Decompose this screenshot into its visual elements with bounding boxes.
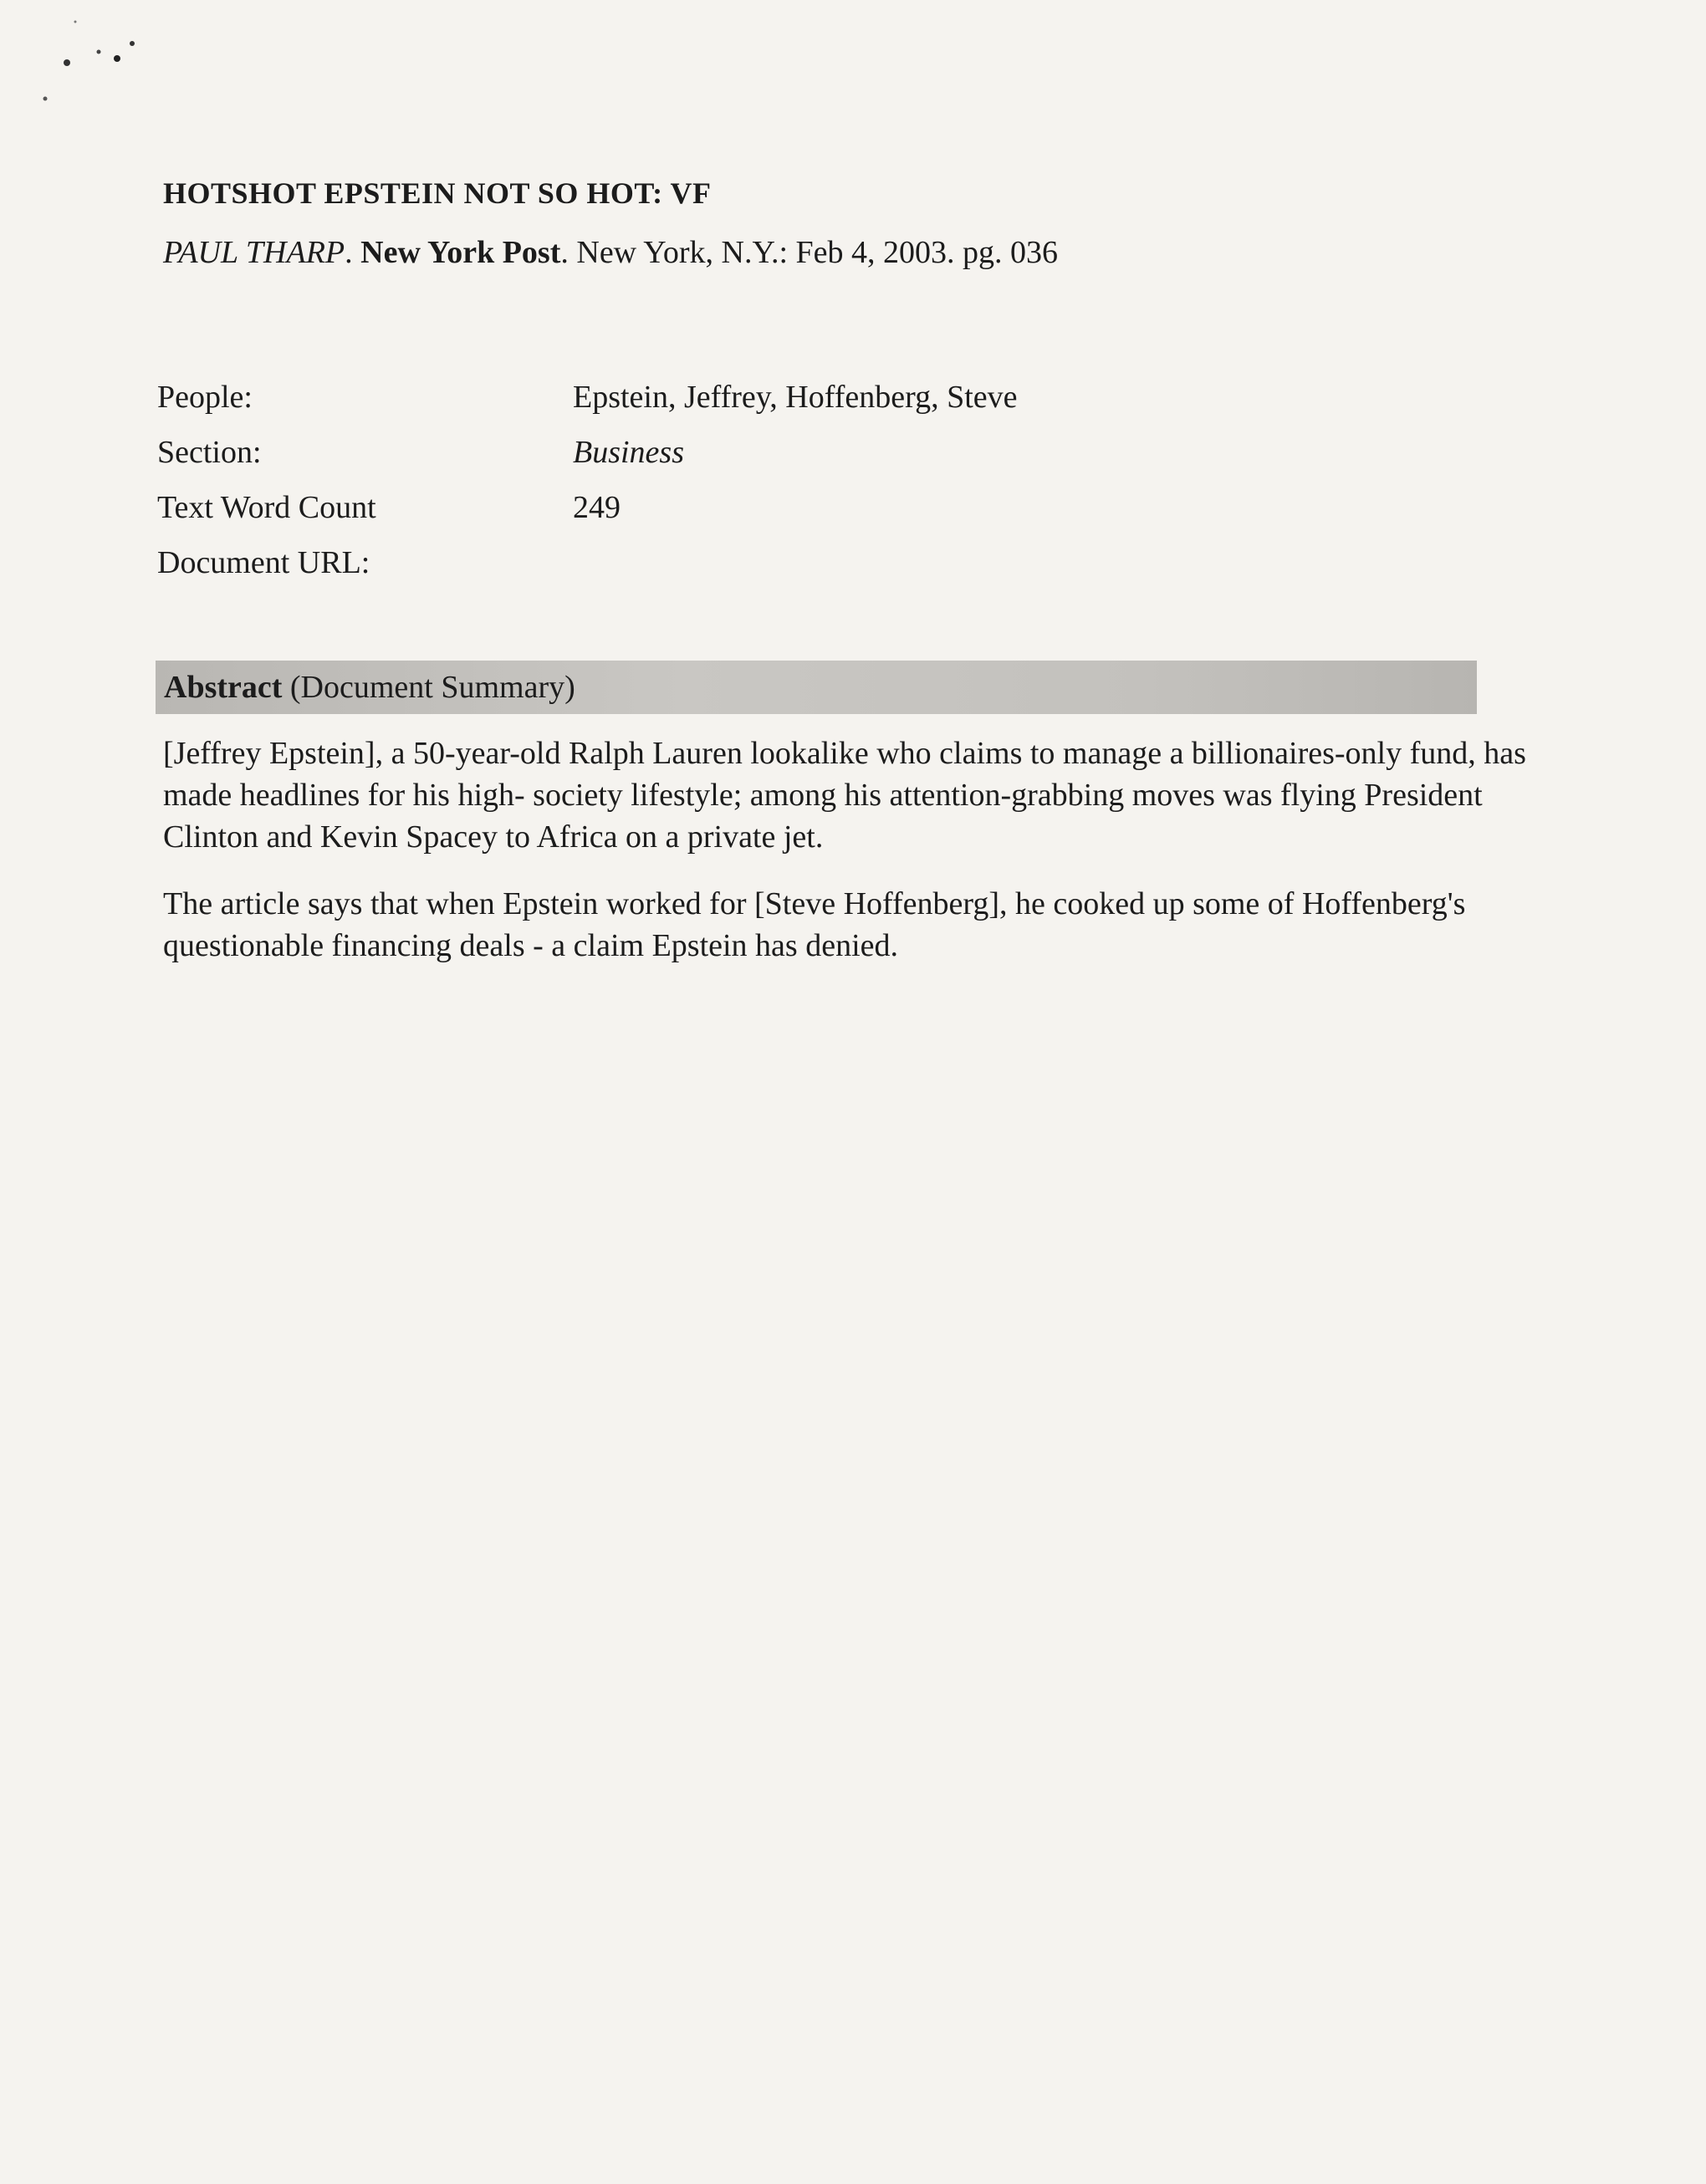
abstract-heading-bold: Abstract bbox=[164, 670, 283, 705]
article-headline: HOTSHOT EPSTEIN NOT SO HOT: VF bbox=[163, 176, 712, 210]
byline-place-date: . New York, N.Y.: Feb 4, 2003. pg. 036 bbox=[560, 235, 1059, 270]
metadata-value: 249 bbox=[573, 490, 621, 525]
metadata-value bbox=[573, 535, 1018, 590]
abstract-paragraph: [Jeffrey Epstein], a 50-year-old Ralph Lauren lookalike who claims to manage a billionaires-only fund, has made headlines for his high- society lifestyle; among his attention-grabbing moves was flying President Clinton and Kevin Spacey to Africa on a private jet. bbox=[163, 736, 1526, 855]
article-byline: PAUL THARP. New York Post. New York, N.Y.: Feb 4, 2003. pg. 036 bbox=[163, 235, 1059, 270]
metadata-table bbox=[157, 370, 1018, 590]
abstract-heading-rest: (Document Summary) bbox=[282, 670, 575, 705]
metadata-row-word-count bbox=[157, 480, 1018, 535]
byline-author: PAUL THARP bbox=[163, 235, 345, 270]
metadata-label: People: bbox=[157, 380, 253, 415]
abstract-body bbox=[163, 732, 1585, 992]
metadata-row-section bbox=[157, 425, 1018, 480]
metadata-row-people bbox=[157, 370, 1018, 425]
metadata-row-document-url bbox=[157, 535, 1018, 590]
abstract-heading-bar bbox=[156, 661, 1477, 714]
metadata-label: Text Word Count bbox=[157, 490, 376, 525]
byline-publication: New York Post bbox=[360, 235, 561, 270]
metadata-value: Epstein, Jeffrey, Hoffenberg, Steve bbox=[573, 380, 1018, 415]
metadata-value: Business bbox=[573, 435, 684, 470]
scan-specks-decoration bbox=[33, 17, 167, 117]
metadata-label: Section: bbox=[157, 435, 262, 470]
metadata-label: Document URL: bbox=[157, 545, 370, 580]
abstract-paragraph: The article says that when Epstein worked for [Steve Hoffenberg], he cooked up some of Hoffenberg's questionable financing deals - a claim Epstein has denied. bbox=[163, 886, 1466, 963]
